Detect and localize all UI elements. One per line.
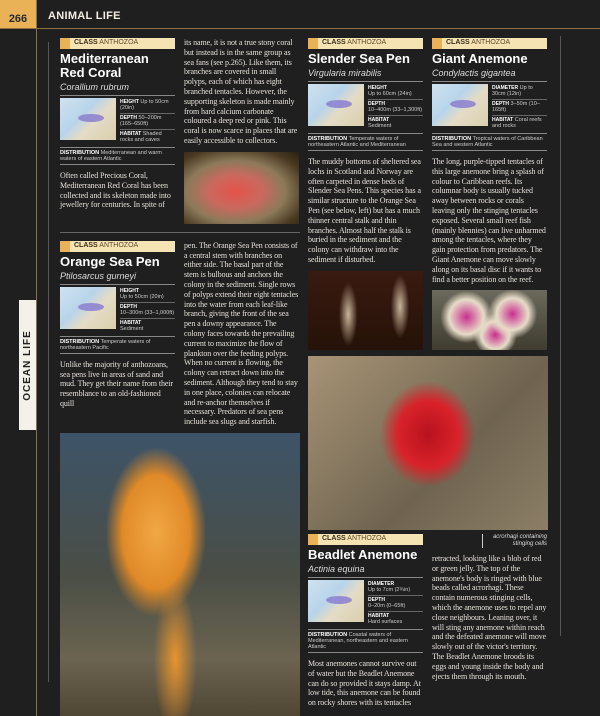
- distribution-map: [308, 84, 364, 126]
- species-name: Slender Sea Pen: [308, 51, 410, 66]
- body-text: Often called Precious Coral, Mediterranean Red Coral has been collected and its skeleton made into jewellery for centuries. In spite of: [60, 171, 171, 210]
- fact-key: HABITAT: [120, 131, 142, 137]
- fact-key: HABITAT: [368, 117, 390, 123]
- side-tab: [19, 300, 36, 430]
- class-bar: [308, 38, 423, 49]
- fact-value: 10–300m (33–1,000ft): [120, 309, 175, 316]
- class-label: CLASS: [74, 241, 98, 249]
- latin-name: Ptilosarcus gurneyi: [60, 270, 137, 281]
- fact-key: HABITAT: [120, 319, 142, 326]
- class-bar: [308, 534, 423, 545]
- species-card-orange-sea-pen: CLASS ANTHOZOA Orange Sea Pen Ptilosarcus gurneyi HEIGHT Up to 50cm (20in) DEPTH 10–300m (33–1,000ft) HABITAT Sediment DISTRIBUTION Temperate waters of northeastern Pacific Unlike the majority of anthozoans, sea pens live in areas of sand and mud. They get their name from their resemblance to an old-fashioned quill: [60, 241, 175, 408]
- class-bar: [60, 38, 175, 49]
- divider: [60, 232, 300, 233]
- page-number: 266: [0, 0, 36, 29]
- species-name: Giant Anemone: [432, 51, 528, 66]
- class-label: CLASS: [322, 39, 346, 46]
- fact-key: DIAMETER: [368, 581, 395, 588]
- class-label: CLASS: [322, 535, 346, 543]
- body-text: Unlike the majority of anthozoans, sea pens live in areas of sand and mud. They get their name from their resemblance to an old-fashioned quill: [60, 359, 173, 408]
- top-right-row: [308, 38, 548, 350]
- fact-value: 3–50m (10–165ft): [492, 101, 540, 113]
- fact-key: HEIGHT: [120, 99, 139, 105]
- fact-value: 0–20m (0–65ft): [368, 603, 406, 610]
- fact-key: HABITAT: [492, 117, 514, 123]
- right-half: [308, 38, 548, 716]
- distribution-text: Temperate waters of northeastern Atlantic and Mediterranean: [308, 136, 406, 148]
- species-card-giant-anemone: CLASS ANTHOZOA Giant Anemone Condylactis gigantea DIAMETER Up to 30cm (12in) DEPTH 3–50m (10–165ft) HABITAT Coral reefs and rocks DISTRIBUTION Tropical waters of Caribbean Sea and western Atlantic The long, purple-tipped tentacles of this large anemone bring a splash of colour to Caribbean reefs. Its columnar body is usually tucked away between rocks or corals leaving only the stinging tentacles exposed. Several small reef fish (mainly blennies) can live unharmed among the tentacles, where they gain protection from predators. The Giant Anemone can move slowly along on its basal disc if it wants to find a better position on the reef.: [432, 39, 546, 284]
- body-text: The long, purple-tipped tentacles of this large anemone bring a splash of colour to Caribbean reefs. Its columnar body is usually tucked away between rocks or corals leaving only the stinging tentacles exposed. Several small reef fish (mainly blennies) can live unharmed among the tentacles, where they gain protection from predators. The Giant Anemone can move slowly along on its basal disc if it wants to find a better position on the reef.: [432, 157, 546, 284]
- distribution-text: Coastal waters of Mediterranean, northeastern and eastern Atlantic: [308, 632, 408, 651]
- latin-name: Actinia equina: [308, 564, 365, 575]
- body-text: The muddy bottoms of sheltered sea lochs in Scotland and Norway are often carpeted in dense beds of Slender Sea Pens. This species has a similar structure to the Orange Sea Pen (see below, left) but has a much thinner central stalk and thin branches. Almost half the stalk is buried in the sediment and the colony can withdraw into the sediment if disturbed.: [308, 157, 421, 264]
- photo-caption: acrorhagi containing stinging cells: [482, 534, 547, 548]
- body-text: Most anemones cannot survive out of water but the Beadlet Anemone can do so provided it stays damp. At low tide, this anemone can be found on rocky shores with its tentacles: [308, 659, 421, 708]
- body-text: its name, it is not a true stony coral but instead is in the same group as sea fans (see p.265). Like them, its branches are covered in small polyps, each of which has eight branched tentacles. However, the supporting skeleton is made mainly from hard calcium carbonate coloured a deep red or pink. This coral is now scarce in places that are easily accessible to collectors.: [184, 38, 298, 145]
- giant-anemone-photo: [432, 290, 547, 350]
- class-name: ANTHOZOA: [471, 39, 511, 46]
- class-bar: [60, 241, 175, 252]
- body-text: retracted, looking like a blob of red or green jelly. The top of the anemone's body is ringed with blue beads called acrorhagi. These contain numerous stinging cells, which the anemone uses to repel any close neighbours. Leaning over, it will sting any anemone within reach and the defeated anemone will move slowly out of the victor's territory. The Beadlet Anemone broods its eggs and young inside the body and ejects them through its mouth.: [432, 554, 547, 681]
- class-bar: [432, 38, 547, 49]
- fact-key: DEPTH: [120, 115, 137, 121]
- orange-sea-pen-row: [60, 241, 300, 427]
- species-card-beadlet-anemone: CLASS ANTHOZOA Beadlet Anemone Actinia equina DIAMETER Up to 7cm (2¾in) DEPTH 0–20m (0–65ft) HABITAT Hard surfaces DISTRIBUTION Coastal waters of Mediterranean, northeastern and eastern Atlantic Most anemones cannot survive out of water but the Beadlet Anemone can do so provided it stays damp. At low tide, this anemone can be found on rocky shores with its tentacles: [308, 534, 423, 708]
- fact-value: Sediment: [120, 325, 144, 332]
- fact-key: DEPTH: [368, 101, 385, 107]
- section-title: ANIMAL LIFE: [48, 10, 121, 22]
- species-card-red-coral: CLASS ANTHOZOA Mediterranean Red Coral Corallium rubrum HEIGHT Up to 50cm (20in) DEPTH 50–200m (165–650ft) HABITAT Shaded rocks and caves DISTRIBUTION Mediterranean and warm waters of eastern Atlantic Often called Precious Coral, Mediterranean Red Coral has been collected and its skeleton made into jewellery for centuries. In spite of: [60, 38, 175, 224]
- fact-value: Up to 7cm (2¾in): [368, 587, 411, 594]
- fact-value: Up to 50cm (20in): [120, 293, 164, 300]
- header-rule: [0, 28, 600, 29]
- distribution-text: Tropical waters of Caribbean Sea and western Atlantic: [432, 136, 543, 148]
- distribution-map: [308, 580, 364, 622]
- class-name: ANTHOZOA: [347, 39, 387, 46]
- distribution-text: Mediterranean and warm waters of eastern Atlantic: [60, 150, 162, 162]
- fact-key: DEPTH: [492, 101, 509, 107]
- fact-key: HEIGHT: [368, 85, 387, 91]
- fact-value: Sediment: [368, 123, 392, 129]
- fact-value: 50–200m (165–650ft): [120, 115, 162, 127]
- fact-key: HEIGHT: [120, 287, 139, 294]
- latin-name: Virgularia mirabilis: [308, 68, 382, 78]
- distribution-map: [432, 84, 488, 126]
- side-tab-label: OCEAN LIFE: [22, 329, 33, 401]
- class-name: ANTHOZOA: [99, 241, 139, 249]
- distribution-map: [60, 98, 116, 140]
- fact-value: Up to 30cm (12in): [492, 85, 533, 97]
- left-half: [60, 38, 300, 716]
- fact-value: Up to 50cm (20in): [120, 99, 169, 111]
- column-rule: [560, 36, 561, 636]
- class-name: ANTHOZOA: [347, 535, 387, 543]
- slender-sea-pen-photo: [308, 271, 423, 351]
- class-label: CLASS: [74, 39, 98, 46]
- species-name: Beadlet Anemone: [308, 547, 418, 563]
- column-rule: [48, 42, 49, 682]
- orange-sea-pen-photo: [60, 433, 300, 716]
- distribution-text: Temperate waters of northeastern Pacific: [60, 338, 151, 351]
- class-name: ANTHOZOA: [99, 39, 139, 46]
- fact-key: DIAMETER: [492, 85, 519, 91]
- distribution-map: [60, 287, 116, 329]
- latin-name: Corallium rubrum: [60, 82, 130, 92]
- body-text: pen. The Orange Sea Pen consists of a central stem with branches on either side. The basal part of the stem is bulbous and anchors the colony in the sediment. Single rows of polyps extend their eight tentacles into the water from each leaf-like branch, giving the front of the sea pen a downy appearance. The colony faces towards the prevailing current to maximize the flow of plankton over the feeding polyps. When no current is flowing, the colony can retract down into the sediment. Although they tend to stay in one place, colonies can relocate and re-anchor themselves if necessary. Predators of sea pens include sea slugs and starfish.: [184, 240, 299, 427]
- margin-rule: [36, 0, 37, 716]
- fact-value: Coral reefs and rocks: [492, 117, 542, 129]
- species-name: Mediterranean Red Coral: [60, 51, 149, 80]
- beadlet-row: [308, 534, 548, 708]
- fact-key: DEPTH: [368, 597, 385, 604]
- red-coral-photo: [184, 152, 299, 224]
- class-label: CLASS: [446, 39, 470, 46]
- fact-value: Shaded rocks and caves: [120, 131, 162, 143]
- fact-value: Up to 60cm (24in): [368, 91, 412, 97]
- fact-key: HABITAT: [368, 613, 390, 620]
- red-coral-row: [60, 38, 300, 224]
- fact-key: DEPTH: [120, 303, 137, 310]
- beadlet-anemone-photo: [308, 356, 548, 530]
- fact-value: 10–400m (33–1,300ft): [368, 107, 423, 113]
- latin-name: Condylactis gigantea: [432, 68, 516, 78]
- fact-value: Hard surfaces: [368, 619, 403, 626]
- species-card-slender-sea-pen: CLASS ANTHOZOA Slender Sea Pen Virgularia mirabilis HEIGHT Up to 60cm (24in) DEPTH 10–400m (33–1,300ft) HABITAT Sediment DISTRIBUTION Temperate waters of northeastern Atlantic and Mediterranean The muddy bottoms of sheltered sea lochs in Scotland and Norway are often carpeted in dense beds of Slender Sea Pens. This species has a similar structure to the Orange Sea Pen (see below, left) but has a much thinner central stalk and thin branches. Almost half the stalk is buried in the sediment and the colony can withdraw into the sediment if disturbed.: [308, 39, 423, 264]
- species-name: Orange Sea Pen: [60, 253, 160, 269]
